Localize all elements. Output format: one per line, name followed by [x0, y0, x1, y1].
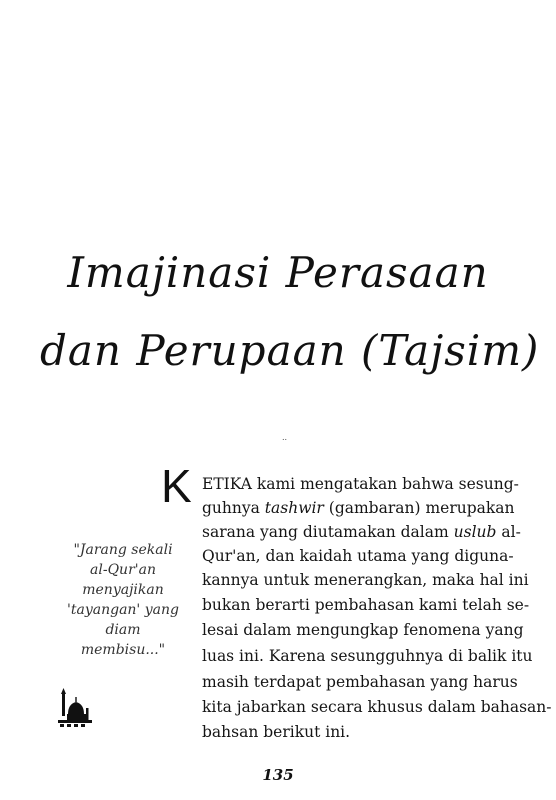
pull-quote-line: menyajikan	[82, 582, 164, 598]
pull-quote	[56, 540, 190, 660]
body-line-11: bahsan berikut ini.	[202, 723, 351, 741]
body-line-10: kita jabarkan secara khusus dalam bahasan-	[202, 698, 552, 716]
pull-quote-line: "Jarang sekali	[73, 542, 173, 558]
page-number: 135	[262, 766, 294, 784]
body-line-7: lesai dalam mengungkap fenomena yang	[202, 621, 524, 639]
body-line-1: ETIKA kami mengatakan bahwa sesung-	[202, 475, 519, 493]
mosque-icon	[56, 688, 94, 728]
term-tashwir: tashwir	[264, 499, 324, 517]
drop-cap: K	[161, 460, 192, 512]
pull-quote-line: diam	[105, 622, 141, 638]
body-line-5: kannya untuk menerangkan, maka hal ini	[202, 571, 529, 589]
body-line-3: sarana yang diutamakan dalam uslub al-	[202, 523, 521, 541]
body-line-8: luas ini. Karena sesungguhnya di balik itu	[202, 647, 533, 665]
body-line-4: Qur'an, dan kaidah utama yang diguna-	[202, 547, 514, 565]
body-line-6: bukan berarti pembahasan kami telah se-	[202, 596, 530, 614]
section-ornament: ..	[282, 433, 288, 442]
chapter-title-line-2: dan Perupaan (Tajsim)	[40, 326, 540, 375]
term-uslub: uslub	[453, 523, 497, 541]
pull-quote-line: membisu..."	[80, 642, 166, 658]
body-line-2: guhnya tashwir (gambaran) merupakan	[202, 499, 515, 517]
chapter-title-line-1: Imajinasi Perasaan	[67, 248, 489, 297]
pull-quote-line: 'tayangan' yang	[67, 602, 179, 618]
pull-quote-line: al-Qur'an	[90, 562, 156, 578]
body-line-9: masih terdapat pembahasan yang harus	[202, 673, 518, 691]
